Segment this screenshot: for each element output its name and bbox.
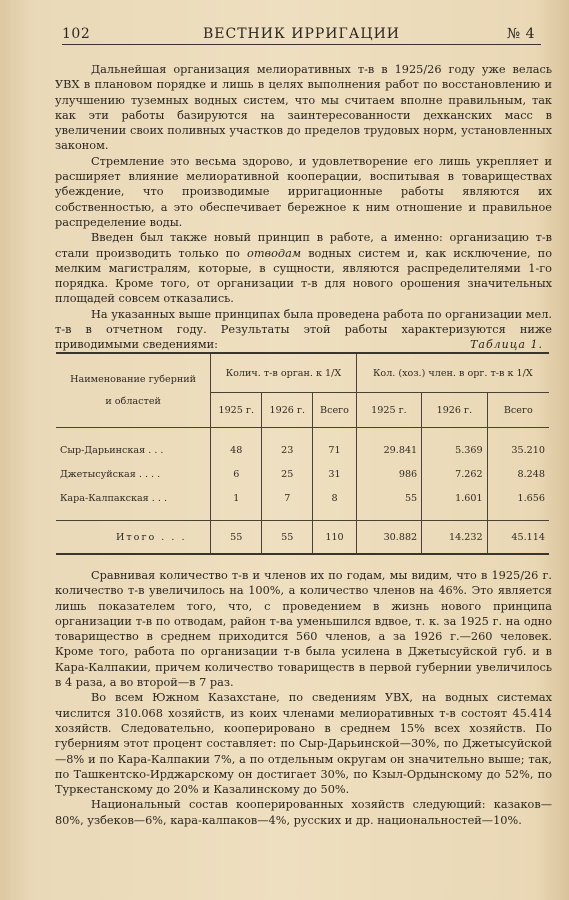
table-cell: 29.841 xyxy=(356,438,421,462)
statistics-table xyxy=(56,352,549,555)
table-cell: 45.114 xyxy=(487,521,549,555)
table-cell: 1.656 xyxy=(487,486,549,510)
table-cell: 71 xyxy=(313,438,356,462)
table-cell: 35.210 xyxy=(487,438,549,462)
group-header-societies: Колич. т-в орган. к 1/X xyxy=(211,353,356,393)
journal-title: ВЕСТНИК ИРРИГАЦИИ xyxy=(202,26,401,42)
sub-header: 1925 г. xyxy=(211,393,262,428)
body-text-bottom xyxy=(55,568,552,828)
table-row xyxy=(56,462,549,486)
region-header-line2: и областей xyxy=(105,395,161,407)
paragraph: Дальнейшая организация мелиоративных т-в в 1925/26 году уже велась УВХ в плановом порядке и лишь в целях выполнения работ по восстановлению и улучшению туземных водных систем, что мы считаем вполне правильным, так как эти работы базируются на заинтересованности дехканских масс в увеличении своих поливных участков до пределов трудовых норм, установленных законом. xyxy=(55,63,552,153)
table-cell: 55 xyxy=(262,521,313,555)
sub-header: 1925 г. xyxy=(356,393,421,428)
issue-number: № 4 xyxy=(506,26,535,42)
paragraph-principle xyxy=(55,230,552,306)
table-caption: Таблица 1. xyxy=(470,338,543,351)
region-name: Сыр-Дарьинская . . . xyxy=(56,438,211,462)
table-cell: 31 xyxy=(313,462,356,486)
region-name: Кара-Калпакская . . . xyxy=(56,486,211,510)
table-cell: 1 xyxy=(211,486,262,510)
table-cell: 1.601 xyxy=(422,486,487,510)
paragraph: На указанных выше принципах была проведена работа по организации мел. т-в в отчетном году. Результаты этой работы характеризуются ниже приводимыми сведениями: xyxy=(55,307,552,352)
table-row xyxy=(56,486,549,510)
body-text-top xyxy=(55,62,552,353)
paragraph: Сравнивая количество т-в и членов их по годам, мы видим, что в 1925/26 г. количество т-в увеличилось на 100%, а количество членов на 46%. Это является лишь показателем того, что, с проведением в жизнь нового принципа организации т-в по отводам, район т-ва уменьшился вдвое, т. к. за 1925 г. на одно товарищество в среднем приходится 560 членов, а за 1926 г.—260 человек. Кроме того, работа по организации т-в была усилена в Джетысуйской губ. и в Кара-Калпакии, причем количество товариществ в первой губернии увеличилось в 4 раза, а во второй—в 7 раз. xyxy=(55,569,552,690)
table-cell: 8.248 xyxy=(487,462,549,486)
table-cell: 14.232 xyxy=(422,521,487,555)
principle-text-after: водных систем и, как исключение, по мелким магистралям, которые, в сущности, являются распределителями 1-го порядка. Кроме того, от организации т-в для нового орошения значительных площадей совсем отказались. xyxy=(55,246,552,306)
sub-header: 1926 г. xyxy=(262,393,313,428)
table-cell: 110 xyxy=(313,521,356,555)
paragraph: Стремление это весьма здорово, и удовлетворение его лишь укрепляет и расширяет влияние мелиоративной кооперации, воспитывая в товариществах убеждение, что производимые ирригационные работы являются их собственностью, а это обеспечивает бережное к ним отношение и правильное распределение воды. xyxy=(55,154,552,229)
region-name: Джетысуйская . . . . xyxy=(56,462,211,486)
table-cell: 48 xyxy=(211,438,262,462)
table-cell: 30.882 xyxy=(356,521,421,555)
table-cell: 25 xyxy=(262,462,313,486)
table-cell: 5.369 xyxy=(422,438,487,462)
sub-header: 1926 г. xyxy=(422,393,487,428)
sub-header: Всего xyxy=(487,393,549,428)
group-header-members: Кол. (хоз.) член. в орг. т-в к 1/X xyxy=(356,353,549,393)
table-cell: 23 xyxy=(262,438,313,462)
sub-header: Всего xyxy=(313,393,356,428)
table-cell: 7.262 xyxy=(422,462,487,486)
paragraph: Национальный состав кооперированных хозяйств следующий: казаков—80%, узбеков—6%, кара-калпаков—4%, русских и др. национальностей—10%. xyxy=(55,798,552,827)
paragraph: Во всем Южном Казахстане, по сведениям УВХ, на водных системах числится 310.068 хозяйств, из коих членами мелиоративных т-в состоят 45.414 хозяйств. Следовательно, кооперировано в среднем 15% всех хозяйств. По губерниям этот процент составляет: по Сыр-Дарьинской—30%, по Джетысуйской—8% и по Кара-Калпакии 7%, а по отдельным округам он значительно выше; так, по Ташкентско-Ирджарскому он достигает 30%, по Кзыл-Ордынскому до 52%, по Туркестанскому до 20% и Казалинскому до 50%. xyxy=(55,691,552,797)
region-column-header xyxy=(56,353,211,428)
table-cell: 986 xyxy=(356,462,421,486)
table-cell: 8 xyxy=(313,486,356,510)
principle-emphasis: отводам xyxy=(247,246,302,260)
table-total-row xyxy=(56,521,549,555)
page-number: 102 xyxy=(62,26,91,42)
table-cell: 6 xyxy=(211,462,262,486)
table-cell: 55 xyxy=(356,486,421,510)
total-label: Итого . . . xyxy=(56,521,211,555)
table-cell: 55 xyxy=(211,521,262,555)
table-cell: 7 xyxy=(262,486,313,510)
page-header xyxy=(62,24,541,45)
principle-text-before: Введен был также новый принцип в работе, а именно: организацию т-в стали производить только по xyxy=(55,231,552,260)
table-row xyxy=(56,438,549,462)
region-header-line1: Наименование губерний xyxy=(70,373,197,385)
